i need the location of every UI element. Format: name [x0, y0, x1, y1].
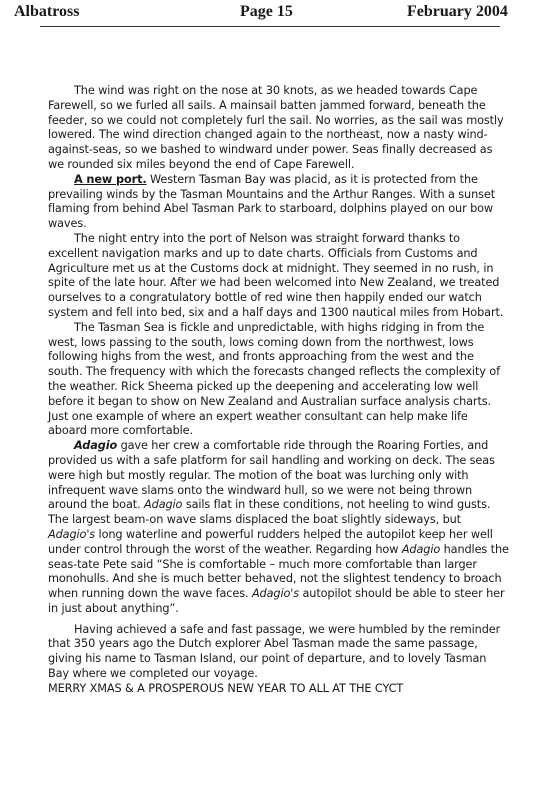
subheading-new-port: A new port. — [74, 172, 147, 186]
paragraph-cape-farewell: The wind was right on the nose at 30 knots, as we headed towards Cape Farewell, so we furled all sails. A mainsail batten jammed forward, beneath the feeder, so we could not completely furl the sail. No worries, as the sail was mostly lowered. The wind direction changed again to the northeast, now a nasty wind-against-seas, so we bashed to windward under power. Seas finally decreased as we rounded six miles beyond the end of Cape Farewell. — [48, 84, 504, 171]
boat-name: Adagio's — [251, 587, 300, 601]
holiday-greeting: MERRY XMAS & A PROSPEROUS NEW YEAR TO ALL AT THE CYCT — [48, 681, 404, 695]
paragraph-new-port-text: Western Tasman Bay was placid, as it is protected from the prevailing winds by the Tasman Mountains and the Arthur Ranges. With a sunset flaming from behind Abel Tasman Park to starboard, dolphins played on our bow waves. — [48, 172, 496, 231]
paragraph-adagio — [48, 439, 510, 617]
header-rule — [40, 26, 500, 27]
text-run: autopilot should be able to steer her in just about anything”. — [48, 587, 505, 615]
boat-name: Adagio — [74, 439, 118, 453]
newsletter-title: Albatross — [14, 3, 80, 20]
text-run: handles the seas-tate Pete said “She is comfortable – much more comfortable than larger monohulls. And she is much better behaved, not the slightest tendency to broach when running down the wave faces. — [48, 542, 509, 601]
paragraph-nelson-entry: The night entry into the port of Nelson was straight forward thanks to excellent navigation marks and up to date charts. Officials from Customs and Agriculture met us at the Customs dock at midnight. They seemed in no rush, in spite of the late hour. After we had been welcomed into New Zealand, we treated ourselves to a congratulatory bottle of red wine then happily ended our watch system and fell into bed, six and a half days and 1300 nautical miles from Hobart. — [48, 231, 504, 319]
boat-name: Adagio — [401, 542, 441, 556]
text-run: sails flat in these conditions, not heeling to wind gusts. The largest beam-on wave slams displaced the boat slightly sideways, but — [48, 498, 491, 527]
page-header — [0, 0, 553, 24]
text-run: long waterline and powerful rudders helped the autopilot keep her well under control through the worst of the weather. Regarding how — [48, 527, 493, 556]
article-body — [48, 84, 510, 697]
page-number: Page 15 — [240, 3, 293, 20]
paragraph-tasman-sea: The Tasman Sea is fickle and unpredictable, with highs ridging in from the west, lows passing to the south, lows coming down from the northwest, lows following highs from the west, and fronts approaching from the west and the south. The frequency with which the forecasts changed reflects the complexity of the weather. Rick Sheema picked up the deepening and accelerating low well before it began to show on New Zealand and Australian surface analysis charts. Just one example of where an expert weather consultant can help make life aboard more comfortable. — [48, 320, 500, 438]
boat-name: Adagio — [144, 498, 183, 512]
boat-name: Adagio's — [48, 527, 96, 541]
text-run: gave her crew a comfortable ride through the Roaring Forties, and provided us with a safe platform for sail handling and working on deck. The seas were high but mostly regular. The motion of the boat was lurching only with infrequent wave slams onto the windward hull, so we were not being thrown around the boat. — [48, 439, 495, 512]
paragraph-closing-remarks: Having achieved a safe and fast passage, we were humbled by the reminder that 350 years ago the Dutch explorer Abel Tasman made the same passage, giving his name to Tasman Island, our point of departure, and to lovely Tasman Bay where we completed our voyage. — [48, 622, 501, 681]
paragraph-new-port — [48, 173, 510, 232]
issue-date: February 2004 — [407, 3, 508, 20]
